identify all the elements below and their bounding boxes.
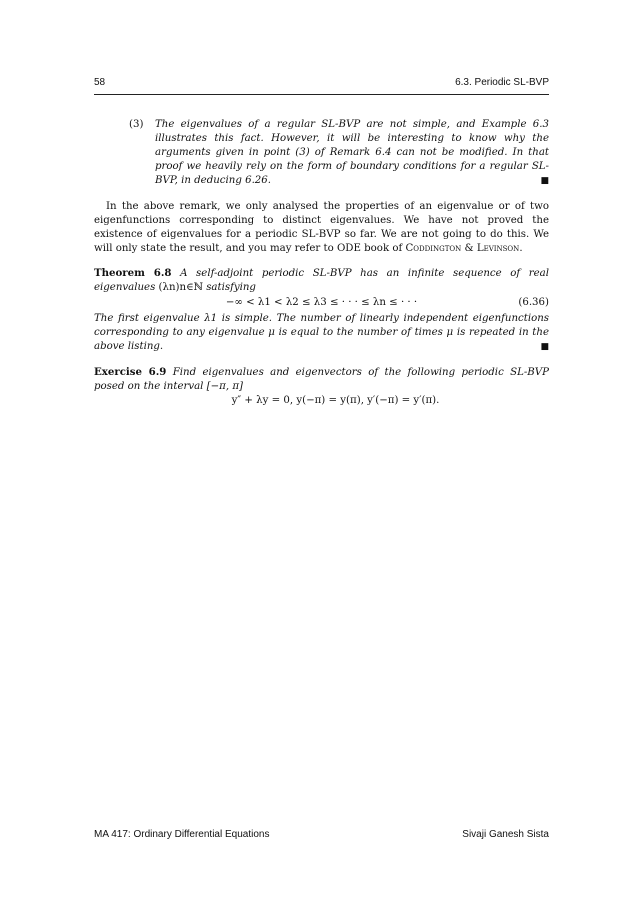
exercise-equation: y″ + λy = 0, y(−π) = y(π), y′(−π) = y′(π). <box>231 395 440 406</box>
remark-item <box>94 118 549 188</box>
section-title: 6.3. Periodic SL-BVP <box>455 77 549 88</box>
equation-6-36 <box>94 296 549 310</box>
paragraph-text: In the above remark, we only analysed the properties of an eigenvalue or of two eigenfunctions corresponding to distinct eigenvalues. We have not proved the existence of eigenvalues for a periodic SL-BVP so far. We are not going to do this. We will only state the result, and you may refer to ODE book of <box>94 201 549 254</box>
equation-body: −∞ < λ1 < λ2 ≤ λ3 ≤ · · · ≤ λn ≤ · · · <box>225 297 418 308</box>
exercise-text: Find eigenvalues and eigenvectors of the following periodic SL-BVP posed on the interval [−π, π] <box>94 367 550 392</box>
item-number: (3) <box>129 119 144 130</box>
book-authors: Coddington & Levinson <box>405 243 520 254</box>
theorem-block <box>94 266 549 354</box>
course-name: MA 417: Ordinary Differential Equations <box>94 829 270 840</box>
end-of-remark-mark: ■ <box>540 176 549 186</box>
body-paragraph <box>94 200 549 256</box>
paragraph-end: . <box>519 243 523 254</box>
theorem-label: Theorem 6.8 <box>94 267 172 279</box>
item-text: The eigenvalues of a regular SL-BVP are not simple, and Example 6.3 illustrates this fact. However, it will be interesting to know why the arguments given in point (3) of Remark 6.4 can not be modified. In that proof we heavily rely on the form of boundary conditions for a regular SL-BVP, in deducing 6.26. <box>155 119 549 186</box>
running-header <box>94 77 549 93</box>
header-rule <box>94 94 549 95</box>
page-body <box>94 118 549 408</box>
eigenvalue-sequence: (λn)n∈ℕ <box>158 282 203 293</box>
theorem-text-cont: satisfying <box>206 282 256 293</box>
exercise-label: Exercise 6.9 <box>94 366 167 378</box>
author-name: Sivaji Ganesh Sista <box>462 829 549 840</box>
page-number: 58 <box>94 77 106 88</box>
theorem-after-text: The first eigenvalue λ1 is simple. The number of linearly independent eigenfunctions corresponding to any eigenvalue μ is equal to the number of times μ is repeated in the above listing. <box>94 313 549 352</box>
equation-tag: (6.36) <box>518 297 549 308</box>
end-of-theorem-mark: ■ <box>540 342 549 352</box>
theorem-text: A self-adjoint periodic SL-BVP has an infinite sequence of real eigenvalues <box>94 268 549 293</box>
exercise-block <box>94 365 549 408</box>
theorem-after <box>94 312 549 354</box>
